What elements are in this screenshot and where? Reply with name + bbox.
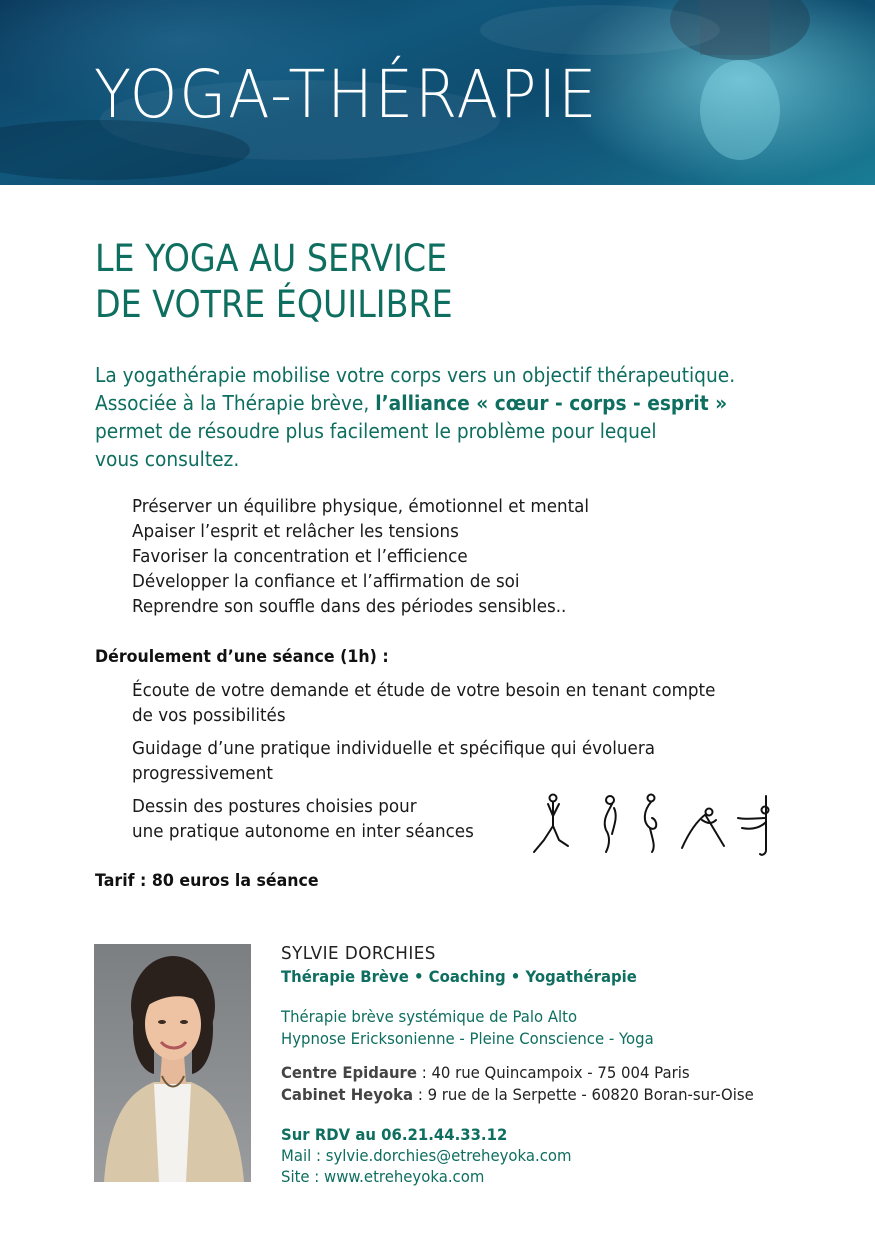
list-item [132, 678, 715, 728]
banner-title: YOGA-THÉRAPIE [94, 56, 599, 133]
list-item: Développer la confiance et l’affirmation de soi [132, 571, 520, 592]
intro-line-2 [95, 389, 765, 417]
contact-specialty-1: Thérapie brève systémique de Palo Alto [281, 1007, 578, 1026]
pose-2-icon [605, 796, 616, 852]
appointment-phone: Sur RDV au 06.21.44.33.12 [281, 1125, 508, 1144]
portrait-icon [94, 944, 251, 1182]
intro-alliance-highlight: l’alliance « cœur - corps - esprit » [375, 391, 728, 415]
address-2 [281, 1084, 802, 1106]
contact-email[interactable]: Mail : sylvie.dorchies@etreheyoka.com [281, 1146, 572, 1165]
portrait-photo [94, 944, 251, 1182]
intro-line-4: vous consultez. [95, 447, 240, 471]
intro-line-3: permet de résoudre plus facilement le problème pour lequel [95, 419, 657, 443]
intro-line-1: La yogathérapie mobilise votre corps vers un objectif thérapeutique. [95, 363, 736, 387]
step-3-line-1: Dessin des postures choisies pour [132, 796, 417, 817]
list-item: Reprendre son souffle dans des périodes sensibles.. [132, 596, 567, 617]
contact-specialty-2: Hypnose Ericksonienne - Pleine Conscience - Yoga [281, 1029, 654, 1048]
list-item: Préserver un équilibre physique, émotionnel et mental [132, 496, 590, 517]
list-item: Favoriser la concentration et l’efficience [132, 546, 468, 567]
contact-name: SYLVIE DORCHIES [281, 943, 436, 964]
step-2-line-2: progressivement [132, 763, 273, 784]
contact-block [281, 942, 802, 1187]
headline [95, 236, 453, 328]
session-heading: Déroulement d’une séance (1h) : [95, 647, 389, 667]
benefits-list [132, 494, 589, 619]
address-2-value: : 9 rue de la Serpette - 60820 Boran-sur-Oise [413, 1085, 754, 1104]
address-2-label: Cabinet Heyoka [281, 1085, 414, 1104]
step-2-line-1: Guidage d’une pratique individuelle et spécifique qui évoluera [132, 738, 655, 759]
intro-line-2-start: Associée à la Thérapie brève, [95, 391, 376, 415]
address-1-label: Centre Epidaure [281, 1063, 417, 1082]
tarif-text: Tarif : 80 euros la séance [95, 871, 319, 891]
pose-1-icon [534, 795, 568, 853]
pose-5-icon [738, 796, 769, 855]
pose-3-icon [645, 795, 656, 853]
pose-4-icon [682, 809, 724, 849]
address-1-value: : 40 rue Quincampoix - 75 004 Paris [416, 1063, 690, 1082]
intro-paragraph [95, 361, 765, 473]
contact-website[interactable]: Site : www.etreheyoka.com [281, 1167, 485, 1186]
step-1-line-1: Écoute de votre demande et étude de votre besoin en tenant compte [132, 680, 716, 701]
list-item [132, 736, 715, 786]
header-banner [0, 0, 875, 185]
step-1-line-2: de vos possibilités [132, 705, 286, 726]
headline-line-1: LE YOGA AU SERVICE [95, 237, 448, 280]
list-item: Apaiser l’esprit et relâcher les tensions [132, 521, 459, 542]
step-3-line-2: une pratique autonome en inter séances [132, 821, 474, 842]
headline-line-2: DE VOTRE ÉQUILIBRE [95, 283, 453, 326]
yoga-pose-drawings-icon [526, 790, 786, 860]
contact-tagline: Thérapie Brève • Coaching • Yogathérapie [281, 967, 637, 986]
address-1 [281, 1062, 802, 1084]
